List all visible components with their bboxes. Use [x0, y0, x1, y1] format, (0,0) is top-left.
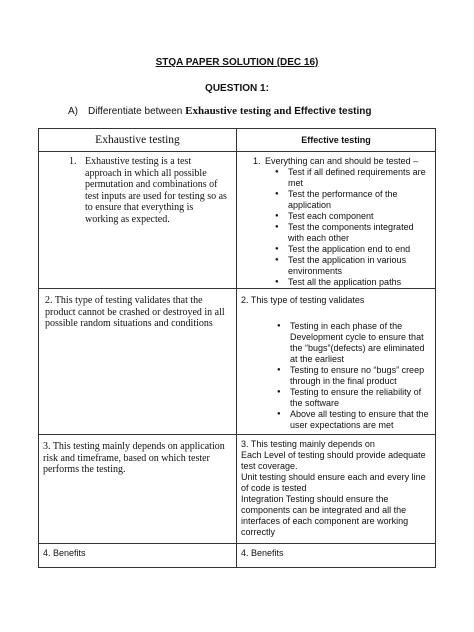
list-item: ● Test the components integrated with each other	[273, 222, 429, 244]
prompt-and: and	[270, 105, 295, 117]
row2-effective-cell	[237, 289, 436, 435]
row2-right-intro: 2. This type of testing validates	[241, 295, 365, 305]
question-prompt	[68, 105, 371, 117]
row4-left-text: 4. Benefits	[43, 548, 86, 558]
row3-right-line: Unit testing should ensure each and every line of code is tested	[241, 472, 426, 493]
row1-left-text: Exhaustive testing is a test approach in which all possible permutation and combinations of test inputs are used for testing so as to ensure that everything is working as expected.	[85, 156, 227, 225]
row1-left-number: 1.	[69, 156, 77, 167]
comparison-table	[38, 128, 436, 568]
list-item: ● Above all testing to ensure that the user expectations are met	[275, 409, 429, 431]
row2-bullet-list	[237, 321, 435, 431]
row3-exhaustive-cell	[39, 435, 237, 544]
table-row	[39, 152, 436, 289]
list-item: ● Test the performance of the application	[273, 189, 429, 211]
list-item: ● Testing in each phase of the Development cycle to ensure that the “bugs”(defects) are eliminated at the earliest	[275, 321, 429, 365]
prompt-text: Differentiate between	[88, 106, 186, 117]
table-row	[39, 544, 436, 568]
row3-left-text: 3. This testing mainly depends on application risk and timeframe, based on which tester performs the testing.	[43, 441, 225, 475]
row1-right-intro: Everything can and should be tested –	[265, 156, 419, 166]
list-item: ● Test the application in various environments	[273, 255, 429, 277]
row2-left-text: 2. This type of testing validates that the product cannot be crashed or destroyed in all possible random situations and conditions	[45, 295, 225, 329]
table-row	[39, 289, 436, 435]
row3-right-line: 3. This testing mainly depends on	[241, 439, 375, 449]
row3-effective-cell	[237, 435, 436, 544]
prompt-term-exhaustive: Exhaustive testing	[185, 105, 271, 117]
list-item: ● Test if all defined requirements are met	[273, 167, 429, 189]
row4-effective-cell	[237, 544, 436, 568]
list-item: ● Test all the application paths	[273, 277, 429, 288]
list-item: ● Test the application end to end	[273, 244, 429, 255]
row1-bullet-list	[237, 167, 435, 288]
list-item: ● Test each component	[273, 211, 429, 222]
list-item: ● Testing to ensure the reliability of the software	[275, 387, 429, 409]
row2-exhaustive-cell	[39, 289, 237, 435]
row3-right-line: Integration Testing should ensure the components can be integrated and all the interfaces of each component are working correctly	[241, 494, 409, 537]
document-title: STQA PAPER SOLUTION (DEC 16)	[155, 57, 319, 68]
row4-exhaustive-cell	[39, 544, 237, 568]
header-exhaustive: Exhaustive testing	[39, 129, 237, 152]
header-effective: Effective testing	[237, 129, 436, 152]
prompt-term-effective: Effective testing	[294, 106, 372, 117]
row3-right-line: Each Level of testing should provide adequate test coverage.	[241, 450, 426, 471]
prompt-letter: A)	[68, 106, 78, 117]
table-row	[39, 435, 436, 544]
row1-right-number: 1.	[253, 156, 261, 166]
row1-effective-cell	[237, 152, 436, 289]
row1-exhaustive-cell	[39, 152, 237, 289]
question-heading: QUESTION 1:	[205, 83, 269, 94]
row4-right-text: 4. Benefits	[241, 548, 284, 558]
list-item: ● Testing to ensure no “bugs” creep through in the final product	[275, 365, 429, 387]
table-header-row	[39, 129, 436, 152]
